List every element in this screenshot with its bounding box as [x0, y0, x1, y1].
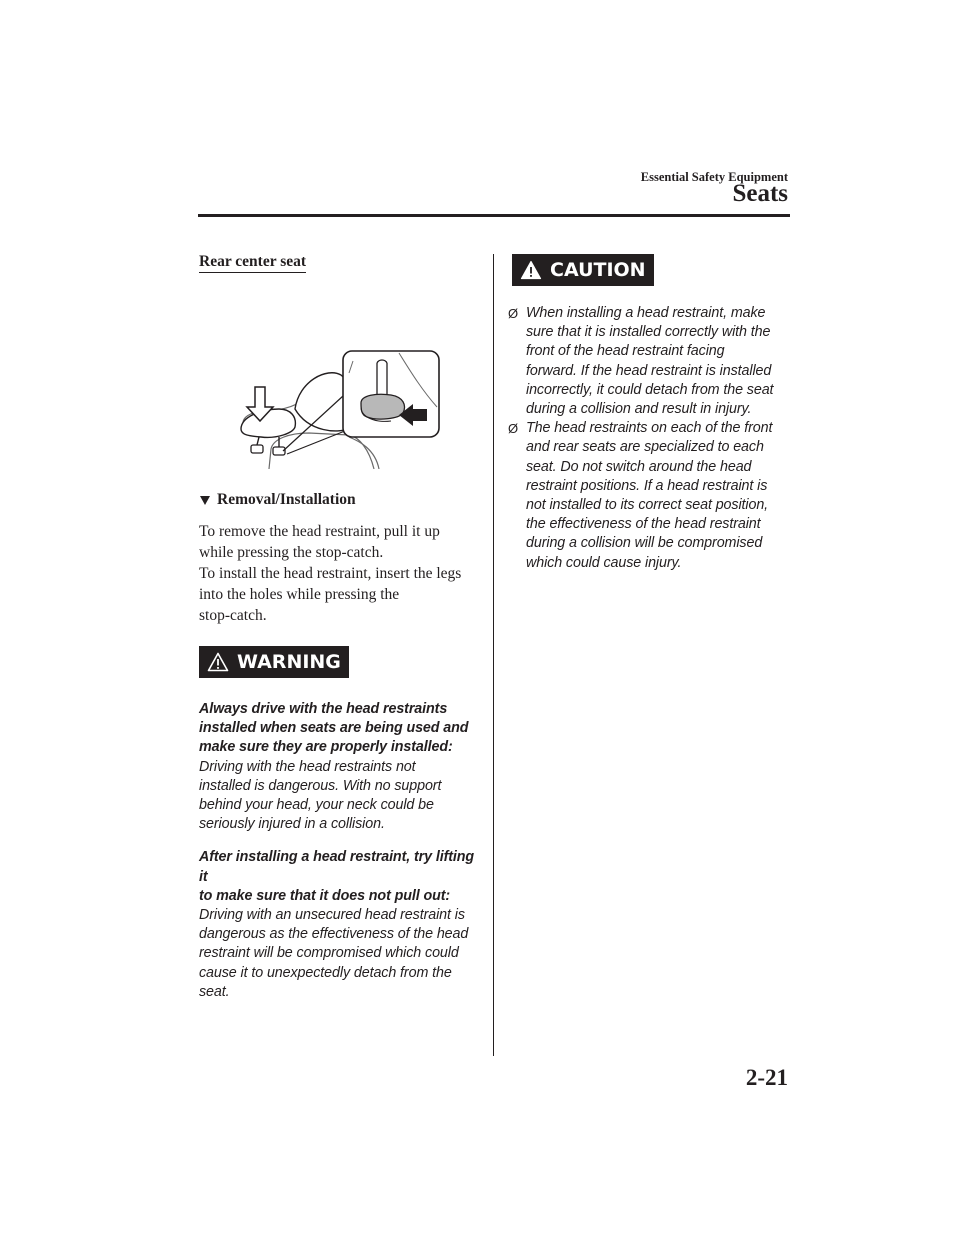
warning-bold-line: installed when seats are being used and	[199, 720, 469, 737]
page-title: Seats	[732, 180, 788, 207]
caution-line: When installing a head restraint, make	[526, 305, 766, 321]
page-number: 2-21	[745, 1065, 788, 1090]
warning-text	[199, 700, 477, 1002]
warning-bold-line: Always drive with the head restraints	[199, 701, 448, 717]
body-line: To install the head restraint, insert the legs	[199, 565, 462, 582]
warning-bold-line: to make sure that it does not pull out:	[199, 887, 451, 904]
caution-item	[508, 304, 788, 419]
head-restraint-illustration	[199, 299, 477, 469]
column-divider	[493, 254, 494, 1056]
warning-line: cause it to unexpectedly detach from the	[199, 964, 452, 981]
caution-line: sure that it is installed correctly with the	[526, 324, 771, 341]
header-section-label: Essential Safety Equipment	[640, 170, 788, 184]
head-restraint-figure	[199, 299, 477, 469]
warning-line: behind your head, your neck could be	[199, 797, 434, 814]
warning-line: Driving with an unsecured head restraint is	[199, 907, 465, 924]
caution-line: which could cause injury.	[526, 554, 682, 571]
warning-line: dangerous as the effectiveness of the head	[199, 926, 469, 943]
warning-line: restraint will be compromised which could	[199, 945, 459, 962]
bullet-arrow-icon: Ø	[508, 421, 519, 437]
warning-label	[199, 646, 349, 678]
caution-list	[508, 304, 788, 573]
caution-line: The head restraints on each of the front	[526, 420, 773, 437]
body-line: into the holes while pressing the	[199, 586, 400, 603]
bullet-arrow-icon: Ø	[508, 306, 519, 321]
body-line: stop-catch.	[199, 607, 267, 624]
warning-line: seriously injured in a collision.	[199, 816, 385, 833]
heading-label: Removal/Installation	[217, 491, 356, 508]
caution-label-text: CAUTION	[550, 259, 646, 281]
warning-bold-line: make sure they are properly installed:	[199, 739, 453, 756]
caution-line: the effectiveness of the head restraint	[526, 516, 761, 533]
warning-bold-line: After installing a head restraint, try lifting it	[199, 849, 475, 885]
caution-line: seat. Do not switch around the head	[526, 458, 752, 475]
warning-line: seat.	[199, 983, 230, 1000]
caution-line: during a collision will be compromised	[526, 535, 763, 552]
warning-label-text: WARNING	[237, 651, 341, 673]
caution-line: during a collision and result in injury.	[526, 401, 752, 418]
body-line: To remove the head restraint, pull it up	[199, 523, 440, 540]
left-column	[199, 252, 477, 1002]
warning-icon	[207, 652, 229, 672]
body-paragraph	[199, 521, 477, 626]
caution-line: front of the head restraint facing	[526, 343, 725, 360]
subsection-title: Rear center seat	[199, 253, 306, 273]
header-rule	[198, 214, 790, 217]
caution-label	[512, 254, 654, 286]
warning-line: Driving with the head restraints not	[199, 758, 416, 775]
caution-item	[508, 419, 788, 573]
caution-line: not installed to its correct seat position,	[526, 497, 769, 514]
right-column	[508, 252, 788, 589]
caution-icon	[520, 260, 542, 280]
removal-installation-heading	[199, 491, 477, 509]
caution-line: incorrectly, it could detach from the seat	[526, 381, 774, 398]
body-line: while pressing the stop-catch.	[199, 544, 384, 561]
down-triangle-icon	[199, 494, 211, 506]
caution-line: forward. If the head restraint is installed	[526, 362, 772, 379]
warning-line: installed is dangerous. With no support	[199, 777, 442, 794]
caution-line: and rear seats are specialized to each	[526, 439, 764, 456]
paragraph-gap	[199, 834, 477, 848]
caution-line: restraint positions. If a head restraint is	[526, 477, 768, 494]
